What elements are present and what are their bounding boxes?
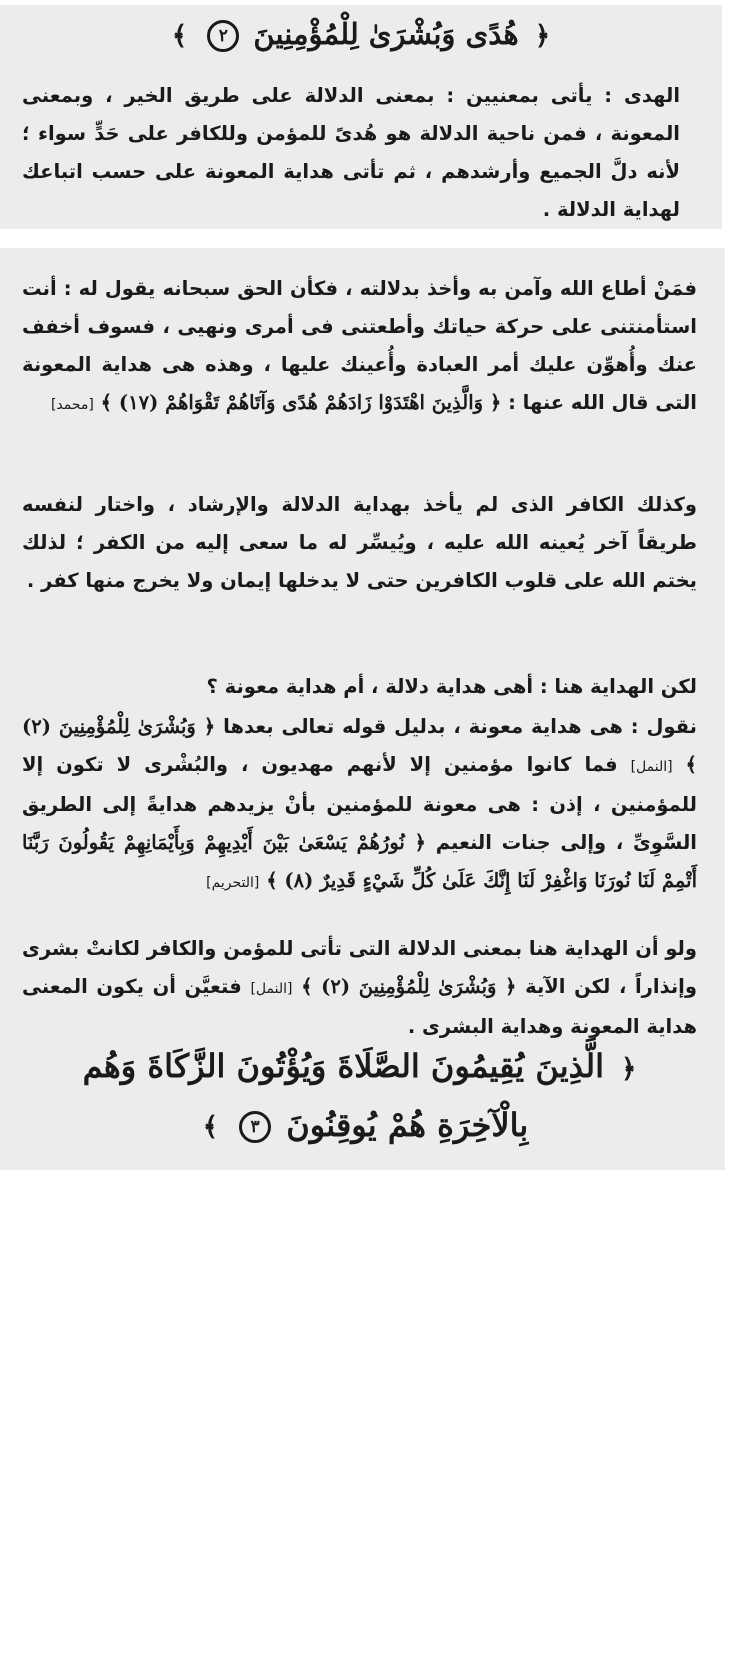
paragraph-4-text-a: نقول : هى هداية معونة ، بدليل قوله تعالى بعدها [223,715,697,738]
header-verse-text: هُدًى وَبُشْرَىٰ لِلْمُؤْمِنِينَ [253,17,519,51]
surah-reference: [النمل] [630,759,673,775]
surah-reference: [محمد] [50,397,94,413]
surah-reference: [النمل] [250,981,293,997]
intro-panel [0,5,722,229]
paragraph-4-text-b: فما كانوا مؤمنين إلا لأنهم مهديون ، والبُشْرى لا تكون إلا للمؤمنين ، إذن : هى معونة للمؤمنين بأنْ يزيدهم هدايةً إلى الطريق السَّوِىِّ ، وإلى جنات النعيم [22,753,697,854]
verse-ornament-close: ﴾ [171,21,188,51]
footer-verse [0,1038,725,1155]
paragraph-5-text-a: ولو أن الهداية هنا بمعنى الدلالة التى تأتى للمؤمن والكافر لكانتْ بشرى وإنذاراً ، لكن الآية [22,937,697,998]
quran-citation: ﴿ نُورُهُمْ يَسْعَىٰ بَيْنَ أَيْدِيهِمْ وَبِأَيْمَانِهِمْ يَقُولُونَ رَبَّنَا أَتْمِمْ لَنَا نُورَنَا وَاغْفِرْ لَنَا إِنَّكَ عَلَىٰ كُلِّ شَيْءٍ قَدِيرٌ (٨) ﴾ [22,831,697,892]
header-verse [0,17,722,52]
verse-ornament-open: ﴿ [621,1053,637,1084]
surah-reference: [التحريم] [206,875,260,891]
paragraph-4 [22,708,697,902]
quran-citation: ﴿ وَالَّذِينَ اهْتَدَوْا زَادَهُمْ هُدًى وَآتَاهُمْ تَقْوَاهُمْ (١٧) ﴾ [100,391,502,414]
verse-number-badge: ٣ [239,1111,271,1143]
quran-citation: ﴿ وَبُشْرَىٰ لِلْمُؤْمِنِينَ (٢) ﴾ [301,975,517,998]
verse-ornament-open: ﴿ [534,21,551,51]
paragraph-5-text-b: فتعيَّن أن يكون المعنى هداية المعونة وهداية البشرى . [22,975,697,1038]
intro-paragraph: الهدى : يأتى بمعنيين : بمعنى الدلالة على طريق الخير ، وبمعنى المعونة ، فمن ناحية الدلالة هو هُدىً للمؤمن وللكافر على حَدٍّ سواء ؛ لأنه دلَّ الجميع وأرشدهم ، ثم تأتى هداية المعونة على حسب اتباعك لهداية الدلالة . [22,84,680,221]
commentary-panel [0,248,725,1170]
paragraph-1 [22,270,697,424]
footer-verse-line-2 [0,1097,725,1156]
footer-verse-line-1-text: الَّذِينَ يُقِيمُونَ الصَّلَاةَ وَيُؤْتُونَ الزَّكَاةَ وَهُم [82,1047,605,1085]
verse-ornament-close: ﴾ [202,1112,218,1142]
paragraph-3: لكن الهداية هنا : أهى هداية دلالة ، أم هداية معونة ؟ [206,675,697,698]
footer-verse-line-1 [0,1038,725,1097]
paragraph-2: وكذلك الكافر الذى لم يأخذ بهداية الدلالة والإرشاد ، واختار لنفسه طريقاً آخر يُعينه الله عليه ، ويُيسِّر له ما سعى إليه من الكفر ؛ لذلك يختم الله على قلوب الكافرين حتى لا يدخلها إيمان ولا يخرج منها كفر . [22,493,697,592]
quran-citation: ﴿ وَبُشْرَىٰ لِلْمُؤْمِنِينَ (٢) ﴾ [22,715,697,776]
paragraph-5 [22,930,697,1046]
footer-verse-line-2-text: بِالْآخِرَةِ هُمْ يُوقِنُونَ [286,1105,529,1144]
paragraph-1-text: فمَنْ أطاع الله وآمن به وأخذ بدلالته ، فكأن الحق سبحانه يقول له : أنت استأمنتنى على حركة حياتك وأطعتنى فى أمرى ونهيى ، فسوف أخفف عنك وأُهوِّن عليك أمر العبادة وأُعينك عليها ، وهذه هى هداية المعونة التى قال الله عنها : [22,277,697,414]
verse-number-badge: ٢ [207,20,239,52]
